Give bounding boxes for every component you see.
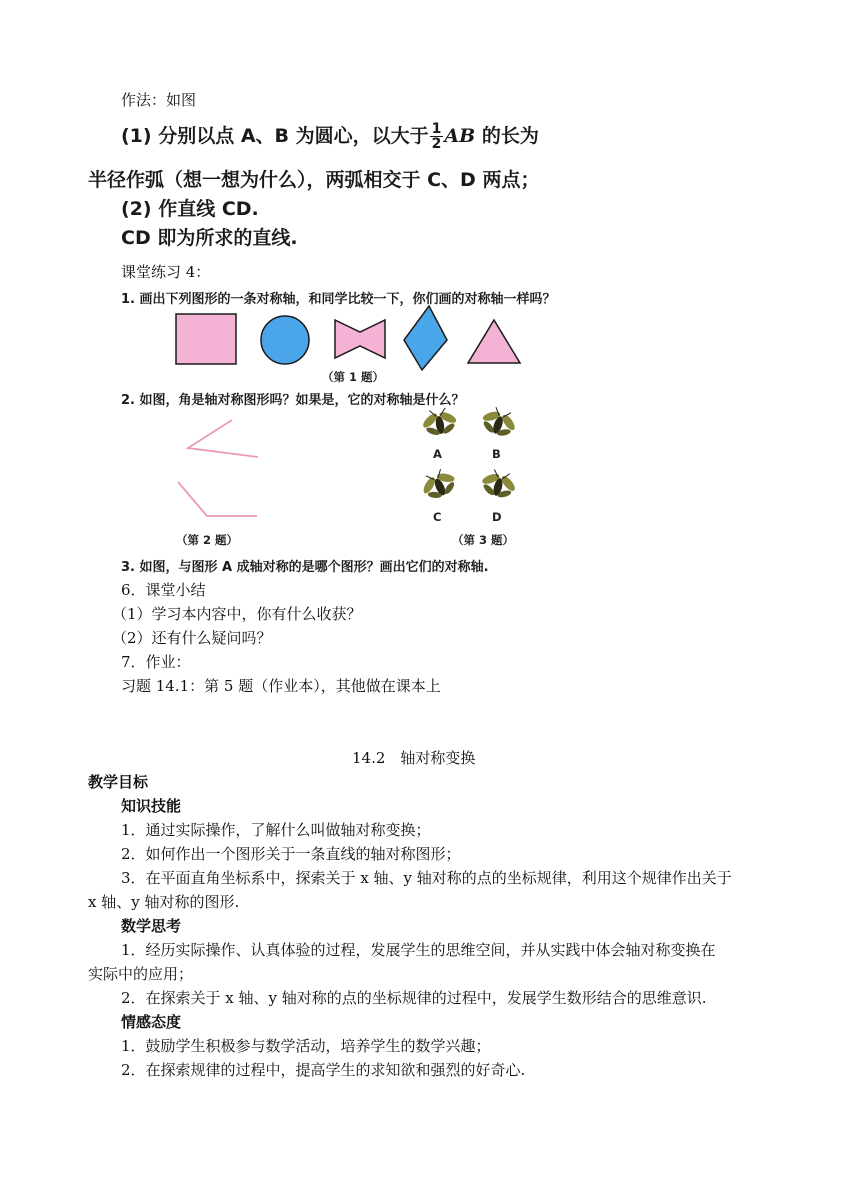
attitude-heading: 情感态度 (121, 1013, 182, 1031)
practice-q2: 2. 如图，角是轴对称图形吗？如果是，它的对称轴是什么？ (121, 393, 465, 408)
math-heading: 数学思考 (121, 917, 182, 935)
method-intro: 作法：如图 (121, 91, 197, 109)
insect-c-icon (416, 465, 461, 505)
fraction-half (430, 122, 444, 151)
summary-item-2: （2）还有什么疑问吗？ (112, 629, 272, 647)
q1-caption: （第 1 题） (322, 370, 385, 384)
method-step1-text-a: (1) 分别以点 A、B 为圆心，以大于 (121, 125, 429, 147)
fraction-denominator: 2 (431, 136, 442, 152)
q3-caption: （第 3 题） (452, 533, 515, 547)
insect-b-icon (477, 405, 521, 442)
practice-title: 课堂练习 4： (121, 263, 211, 281)
q2-caption: （第 2 题） (176, 533, 239, 547)
insect-label-b: B (492, 447, 501, 461)
attitude-item-2: 2．在探索规律的过程中，提高学生的求知欲和强烈的好奇心. (121, 1061, 526, 1079)
knowledge-item-1: 1．通过实际操作，了解什么叫做轴对称变换； (121, 821, 431, 839)
math-item-1-line1: 1．经历实际操作、认真体验的过程，发展学生的思维空间，并从实践中体会轴对称变换在 (121, 941, 716, 959)
summary-heading: 6．课堂小结 (121, 581, 206, 599)
knowledge-item-3-line1: 3．在平面直角坐标系中，探索关于 x 轴、y 轴对称的点的坐标规律，利用这个规律作出关于 (121, 869, 732, 887)
practice-q3: 3. 如图，与图形 A 成轴对称的是哪个图形？画出它们的对称轴. (121, 560, 489, 575)
goals-heading: 教学目标 (88, 773, 149, 791)
summary-item-1: （1）学习本内容中，你有什么收获？ (112, 605, 362, 623)
insect-label-d: D (492, 510, 502, 524)
angle-figures (170, 410, 270, 525)
method-step1 (121, 122, 539, 151)
insect-d-icon (477, 467, 520, 503)
practice-q1: 1. 画出下列图形的一条对称轴，和同学比较一下，你们画的对称轴一样吗？ (121, 292, 556, 307)
fraction-numerator: 1 (431, 121, 442, 137)
kite-figure (404, 306, 447, 370)
method-step2: (2) 作直线 CD. (121, 198, 259, 220)
method-step1-line2: 半径作弧（想一想为什么），两弧相交于 C、D 两点； (88, 169, 540, 191)
insect-label-c: C (433, 510, 442, 524)
math-item-1-line2: 实际中的应用； (88, 965, 194, 983)
insect-a-icon (419, 406, 460, 439)
method-step1-ab: AB (444, 125, 476, 147)
bowtie-figure (335, 320, 385, 358)
knowledge-item-3-line2: x 轴、y 轴对称的图形. (88, 893, 240, 911)
attitude-item-1: 1．鼓励学生积极参与数学活动，培养学生的数学兴趣； (121, 1037, 491, 1055)
knowledge-item-2: 2．如何作出一个图形关于一条直线的轴对称图形； (121, 845, 461, 863)
insect-label-a: A (433, 447, 442, 461)
insect-figures (415, 405, 525, 520)
circle-figure (261, 316, 309, 364)
math-item-2: 2．在探索关于 x 轴、y 轴对称的点的坐标规律的过程中，发展学生数形结合的思维意识. (121, 989, 707, 1007)
method-step1-text-c: 的长为 (481, 125, 539, 147)
homework-heading: 7．作业： (121, 653, 191, 671)
angle-figure-bottom (178, 482, 257, 516)
square-figure (176, 314, 236, 364)
method-conclusion: CD 即为所求的直线. (121, 227, 298, 249)
section-title: 14.2 轴对称变换 (352, 749, 476, 767)
knowledge-heading: 知识技能 (121, 797, 182, 815)
angle-figure-top (188, 420, 258, 457)
triangle-figure (468, 320, 520, 363)
homework-text: 习题 14.1：第 5 题（作业本），其他做在课本上 (121, 677, 441, 695)
